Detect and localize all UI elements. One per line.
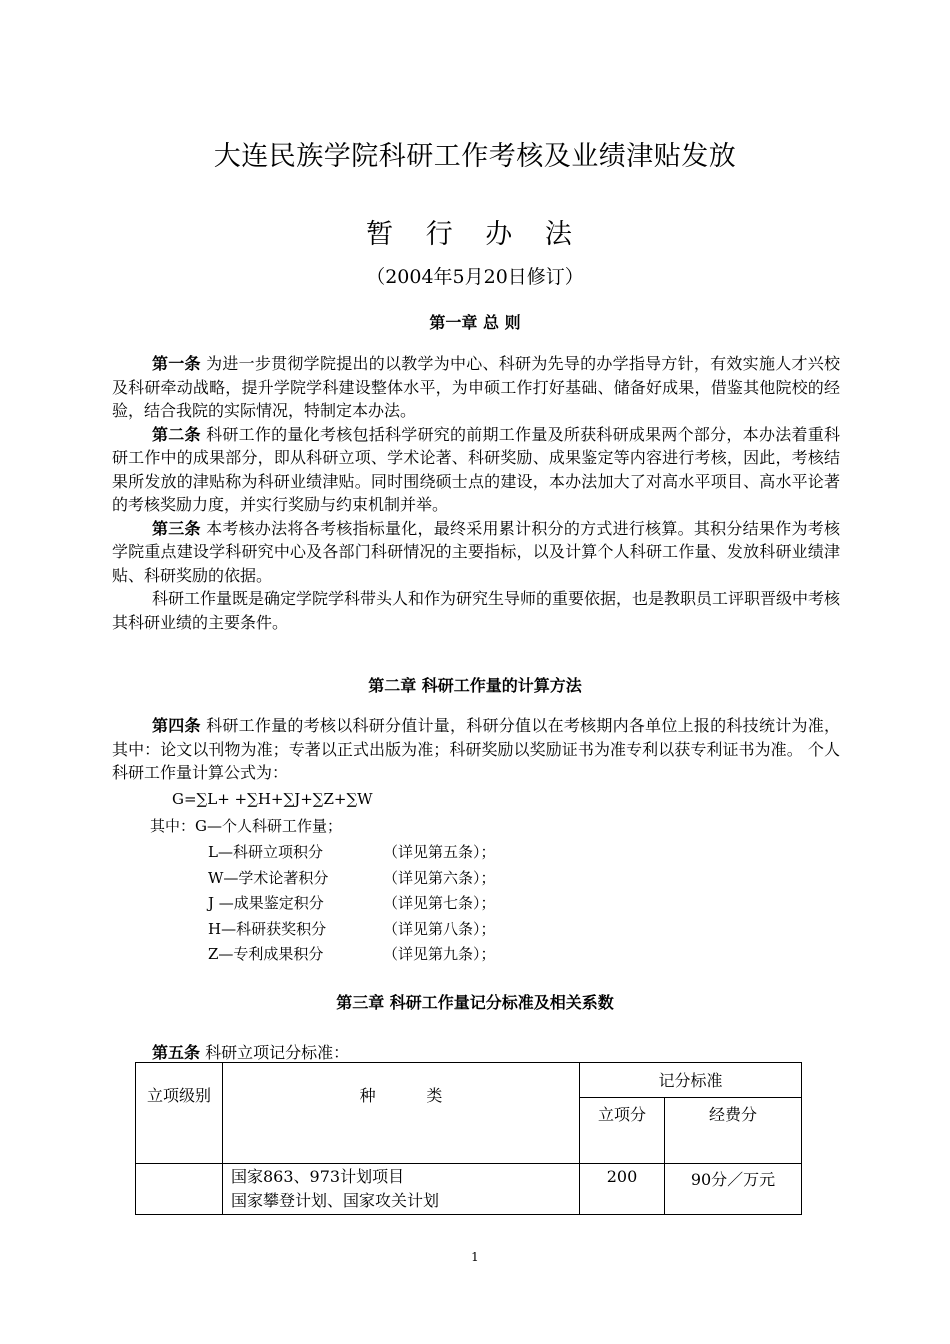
- term-row: H—科研获奖积分 （详见第八条）；: [208, 919, 496, 938]
- document-title: 大连民族学院科研工作考核及业绩津贴发放: [213, 141, 737, 172]
- article-4-text: 科研工作量的考核以科研分值计量，科研分值以在考核期内各单位上报的科技统计为准，其中：论文以刊物为准；专著以正式出版为准；科研奖励以奖励证书为准专利以获专利证书为准。 个人科研工作量计算公式为：: [112, 716, 840, 782]
- chapter2-heading: 第二章 科研工作量的计算方法: [368, 676, 582, 695]
- article-3: [112, 517, 840, 588]
- row-funding-score: 90分／万元: [665, 1164, 802, 1215]
- workload-formula: G=∑L+ +∑H+∑J+∑Z+∑W: [172, 790, 373, 808]
- article-1-text: 为进一步贯彻学院提出的以教学为中心、科研为先导的办学指导方针，有效实施人才兴校及科研牵动战略，提升学院学科建设整体水平，为申硕工作打好基础、储备好成果，借鉴其他院校的经验，结合我院的实际情况，特制定本办法。: [112, 354, 840, 420]
- article-2: [112, 423, 840, 517]
- header-type: 种 类: [223, 1063, 580, 1164]
- row-level: [136, 1164, 223, 1215]
- article-4: [112, 714, 840, 785]
- formula-where: 其中：G—个人科研工作量；: [150, 817, 342, 835]
- article-5-label: 第五条: [152, 1043, 201, 1062]
- header-funding-score: 经费分: [665, 1097, 802, 1163]
- chapter1-heading: 第一章 总 则: [429, 313, 521, 332]
- article-1: [112, 352, 840, 423]
- row-project-score: 200: [580, 1164, 665, 1215]
- header-project-score: 立项分: [580, 1097, 665, 1163]
- article-5: [152, 1040, 349, 1063]
- article-3-text: 本考核办法将各考核指标量化，最终采用累计积分的方式进行核算。其积分结果作为考核学院重点建设学科研究中心及各部门科研情况的主要指标，以及计算个人科研工作量、发放科研业绩津贴、科研奖励的依据。: [112, 518, 840, 585]
- article-4-label: 第四条: [152, 716, 201, 735]
- chapter2-body: [112, 714, 840, 785]
- term-row: W—学术论著积分 （详见第六条）；: [208, 868, 496, 887]
- term-row: L—科研立项积分 （详见第五条）；: [208, 843, 496, 861]
- term-row: J —成果鉴定积分 （详见第七条）；: [208, 894, 496, 912]
- chapter1-body: [112, 352, 840, 634]
- revision-date: （2004年5月20日修订）: [366, 266, 584, 288]
- formula-terms: [208, 840, 496, 968]
- article-5-text: 科研立项记分标准：: [200, 1043, 350, 1062]
- article-1-label: 第一条: [152, 354, 201, 373]
- header-level: 立项级别: [136, 1063, 223, 1164]
- chapter3-heading: 第三章 科研工作量记分标准及相关系数: [336, 993, 614, 1012]
- table-row: [136, 1164, 802, 1215]
- article-2-text: 科研工作的量化考核包括科学研究的前期工作量及所获科研成果两个部分，本办法着重科研工作中的成果部分，即从科研立项、学术论著、科研奖励、成果鉴定等内容进行考核，因此，考核结果所发放的津贴称为科研业绩津贴。同时围绕硕士点的建设，本办法加大了对高水平项目、高水平论著的考核奖励力度，并实行奖励与约束机制并举。: [112, 424, 840, 514]
- document-subtitle: 暂 行 办 法: [366, 219, 584, 250]
- paragraph-4: 科研工作量既是确定学院学科带头人和作为研究生导师的重要依据，也是教职员工评职晋级中考核其科研业绩的主要条件。: [112, 589, 841, 632]
- scoring-table: [135, 1062, 802, 1215]
- article-3-label: 第三条: [152, 518, 201, 538]
- term-row: Z—专利成果积分 （详见第九条）；: [208, 945, 496, 963]
- article-2-label: 第二条: [152, 424, 201, 444]
- row-type: 国家863、973计划项目 国家攀登计划、国家攻关计划: [223, 1164, 580, 1215]
- page-number: 1: [471, 1250, 479, 1264]
- header-score: 记分标准: [580, 1063, 802, 1098]
